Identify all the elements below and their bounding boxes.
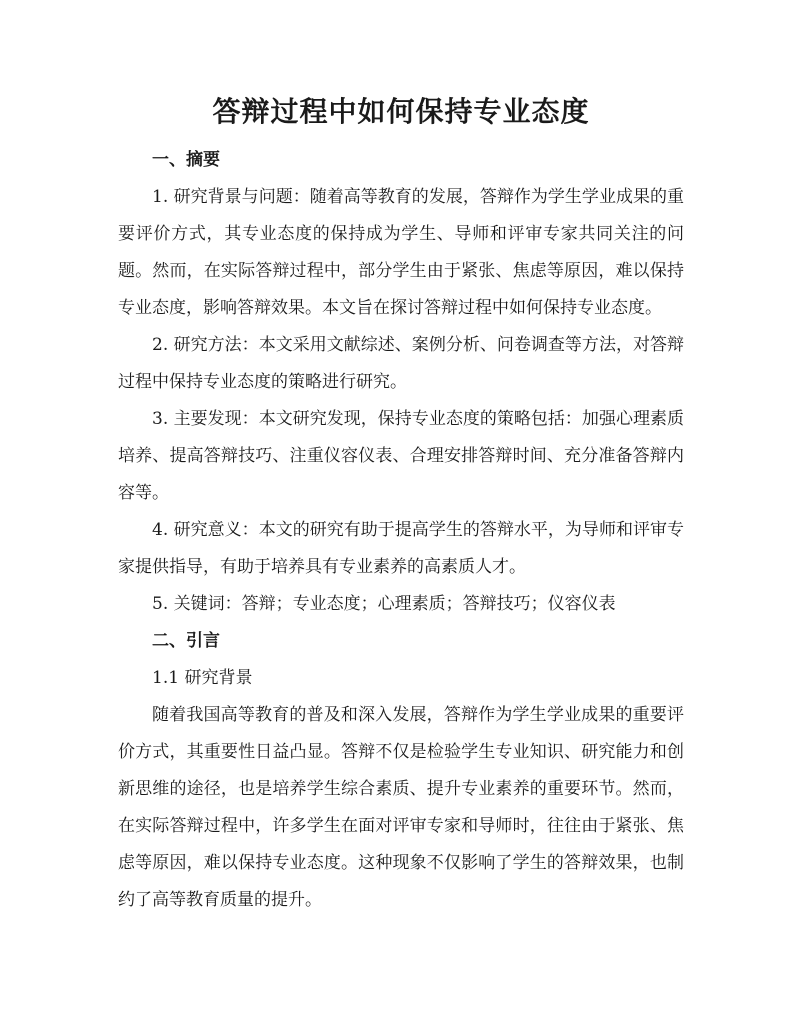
- abstract-item-significance: 4. 研究意义：本文的研究有助于提高学生的答辩水平，为导师和评审专家提供指导，有助于培养具有专业素养的高素质人才。: [118, 520, 684, 577]
- abstract-item-keywords: 5. 关键词：答辩；专业态度；心理素质；答辩技巧；仪容仪表: [152, 594, 616, 614]
- subsection-heading-background: 1.1 研究背景: [152, 668, 253, 688]
- abstract-item-background: 1. 研究背景与问题：随着高等教育的发展，答辩作为学生学业成果的重要评价方式，其专业态度的保持成为学生、导师和评审专家共同关注的问题。然而，在实际答辩过程中，部分学生由于紧张、焦虑等原因，难以保持专业态度，影响答辩效果。本文旨在探讨答辩过程中如何保持专业态度。: [118, 187, 684, 318]
- section-heading-abstract: 一、摘要: [152, 150, 220, 170]
- abstract-item-findings: 3. 主要发现：本文研究发现，保持专业态度的策略包括：加强心理素质培养、提高答辩技巧、注重仪容仪表、合理安排答辩时间、充分准备答辩内容等。: [118, 409, 684, 503]
- abstract-item-method: 2. 研究方法：本文采用文献综述、案例分析、问卷调查等方法，对答辩过程中保持专业态度的策略进行研究。: [118, 335, 684, 392]
- document-page: [118, 92, 684, 919]
- document-title: 答辩过程中如何保持专业态度: [212, 95, 590, 128]
- introduction-paragraph: 随着我国高等教育的普及和深入发展，答辩作为学生学业成果的重要评价方式，其重要性日益凸显。答辩不仅是检验学生专业知识、研究能力和创新思维的途径，也是培养学生综合素质、提升专业素养的重要环节。然而，在实际答辩过程中，许多学生在面对评审专家和导师时，往往由于紧张、焦虑等原因，难以保持专业态度。这种现象不仅影响了学生的答辩效果，也制约了高等教育质量的提升。: [118, 705, 684, 910]
- section-heading-introduction: 二、引言: [152, 631, 220, 651]
